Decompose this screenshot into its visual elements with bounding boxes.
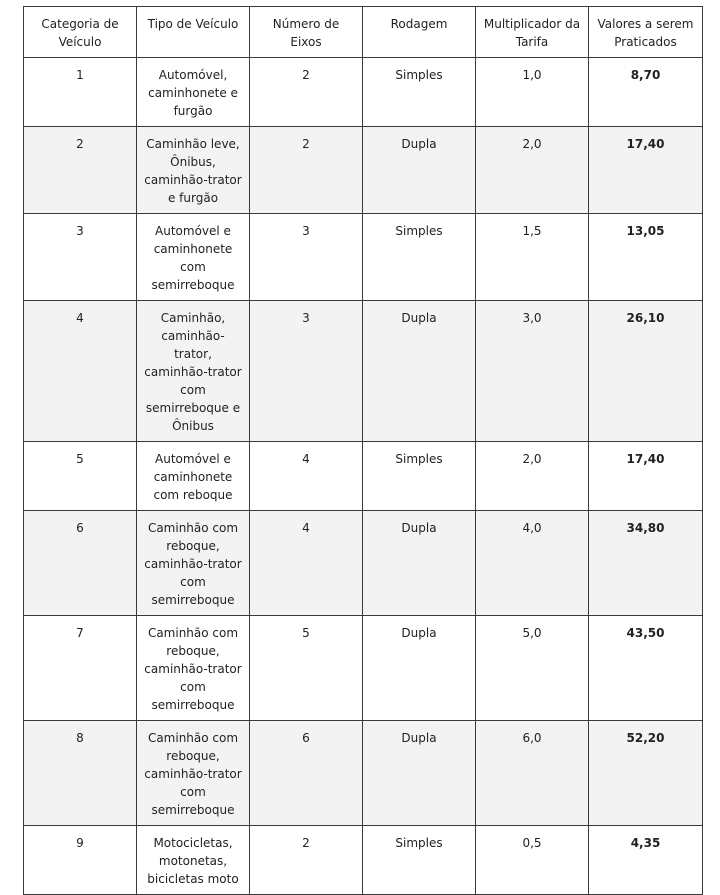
cell-rodagem: Simples — [363, 58, 476, 127]
cell-tipo: Caminhão com reboque, caminhão-trator com semirreboque — [137, 616, 250, 721]
cell-tipo: Caminhão com reboque, caminhão-trator com semirreboque — [137, 511, 250, 616]
table-row — [24, 721, 703, 826]
cell-multiplicador: 4,0 — [476, 511, 589, 616]
table-row — [24, 442, 703, 511]
cell-categoria: 1 — [24, 58, 137, 127]
cell-eixos: 2 — [250, 826, 363, 895]
cell-valor: 17,40 — [589, 127, 703, 214]
table-row — [24, 301, 703, 442]
cell-eixos: 2 — [250, 127, 363, 214]
cell-valor: 34,80 — [589, 511, 703, 616]
cell-categoria: 8 — [24, 721, 137, 826]
cell-tipo: Automóvel, caminhonete e furgão — [137, 58, 250, 127]
cell-multiplicador: 2,0 — [476, 442, 589, 511]
cell-categoria: 3 — [24, 214, 137, 301]
cell-rodagem: Dupla — [363, 127, 476, 214]
table-row — [24, 214, 703, 301]
cell-categoria: 5 — [24, 442, 137, 511]
cell-eixos: 6 — [250, 721, 363, 826]
cell-multiplicador: 2,0 — [476, 127, 589, 214]
cell-multiplicador: 1,5 — [476, 214, 589, 301]
cell-valor: 52,20 — [589, 721, 703, 826]
toll-table-container — [23, 6, 702, 895]
table-header-row — [24, 7, 703, 58]
cell-valor: 8,70 — [589, 58, 703, 127]
cell-rodagem: Dupla — [363, 721, 476, 826]
header-multiplicador: Multiplicador da Tarifa — [476, 7, 589, 58]
cell-rodagem: Simples — [363, 214, 476, 301]
cell-rodagem: Dupla — [363, 616, 476, 721]
cell-categoria: 7 — [24, 616, 137, 721]
header-categoria: Categoria de Veículo — [24, 7, 137, 58]
header-rodagem: Rodagem — [363, 7, 476, 58]
table-row — [24, 616, 703, 721]
cell-multiplicador: 3,0 — [476, 301, 589, 442]
header-tipo: Tipo de Veículo — [137, 7, 250, 58]
cell-valor: 26,10 — [589, 301, 703, 442]
cell-rodagem: Dupla — [363, 511, 476, 616]
cell-tipo: Caminhão, caminhão-trator, caminhão-trator com semirreboque e Ônibus — [137, 301, 250, 442]
header-eixos: Número de Eixos — [250, 7, 363, 58]
cell-tipo: Caminhão leve, Ônibus, caminhão-trator e furgão — [137, 127, 250, 214]
cell-valor: 17,40 — [589, 442, 703, 511]
table-row — [24, 826, 703, 895]
header-valor: Valores a serem Praticados — [589, 7, 703, 58]
cell-categoria: 4 — [24, 301, 137, 442]
cell-rodagem: Simples — [363, 826, 476, 895]
cell-eixos: 5 — [250, 616, 363, 721]
cell-eixos: 4 — [250, 511, 363, 616]
table-row — [24, 127, 703, 214]
cell-multiplicador: 5,0 — [476, 616, 589, 721]
cell-eixos: 2 — [250, 58, 363, 127]
toll-rates-table — [23, 6, 703, 895]
cell-multiplicador: 0,5 — [476, 826, 589, 895]
cell-eixos: 4 — [250, 442, 363, 511]
cell-tipo: Automóvel e caminhonete com reboque — [137, 442, 250, 511]
cell-valor: 13,05 — [589, 214, 703, 301]
cell-valor: 4,35 — [589, 826, 703, 895]
cell-eixos: 3 — [250, 301, 363, 442]
table-row — [24, 511, 703, 616]
cell-categoria: 6 — [24, 511, 137, 616]
cell-tipo: Motocicletas, motonetas, bicicletas moto — [137, 826, 250, 895]
cell-multiplicador: 6,0 — [476, 721, 589, 826]
cell-tipo: Caminhão com reboque, caminhão-trator com semirreboque — [137, 721, 250, 826]
cell-rodagem: Dupla — [363, 301, 476, 442]
cell-eixos: 3 — [250, 214, 363, 301]
cell-tipo: Automóvel e caminhonete com semirreboque — [137, 214, 250, 301]
table-row — [24, 58, 703, 127]
cell-valor: 43,50 — [589, 616, 703, 721]
cell-categoria: 2 — [24, 127, 137, 214]
cell-rodagem: Simples — [363, 442, 476, 511]
cell-categoria: 9 — [24, 826, 137, 895]
cell-multiplicador: 1,0 — [476, 58, 589, 127]
